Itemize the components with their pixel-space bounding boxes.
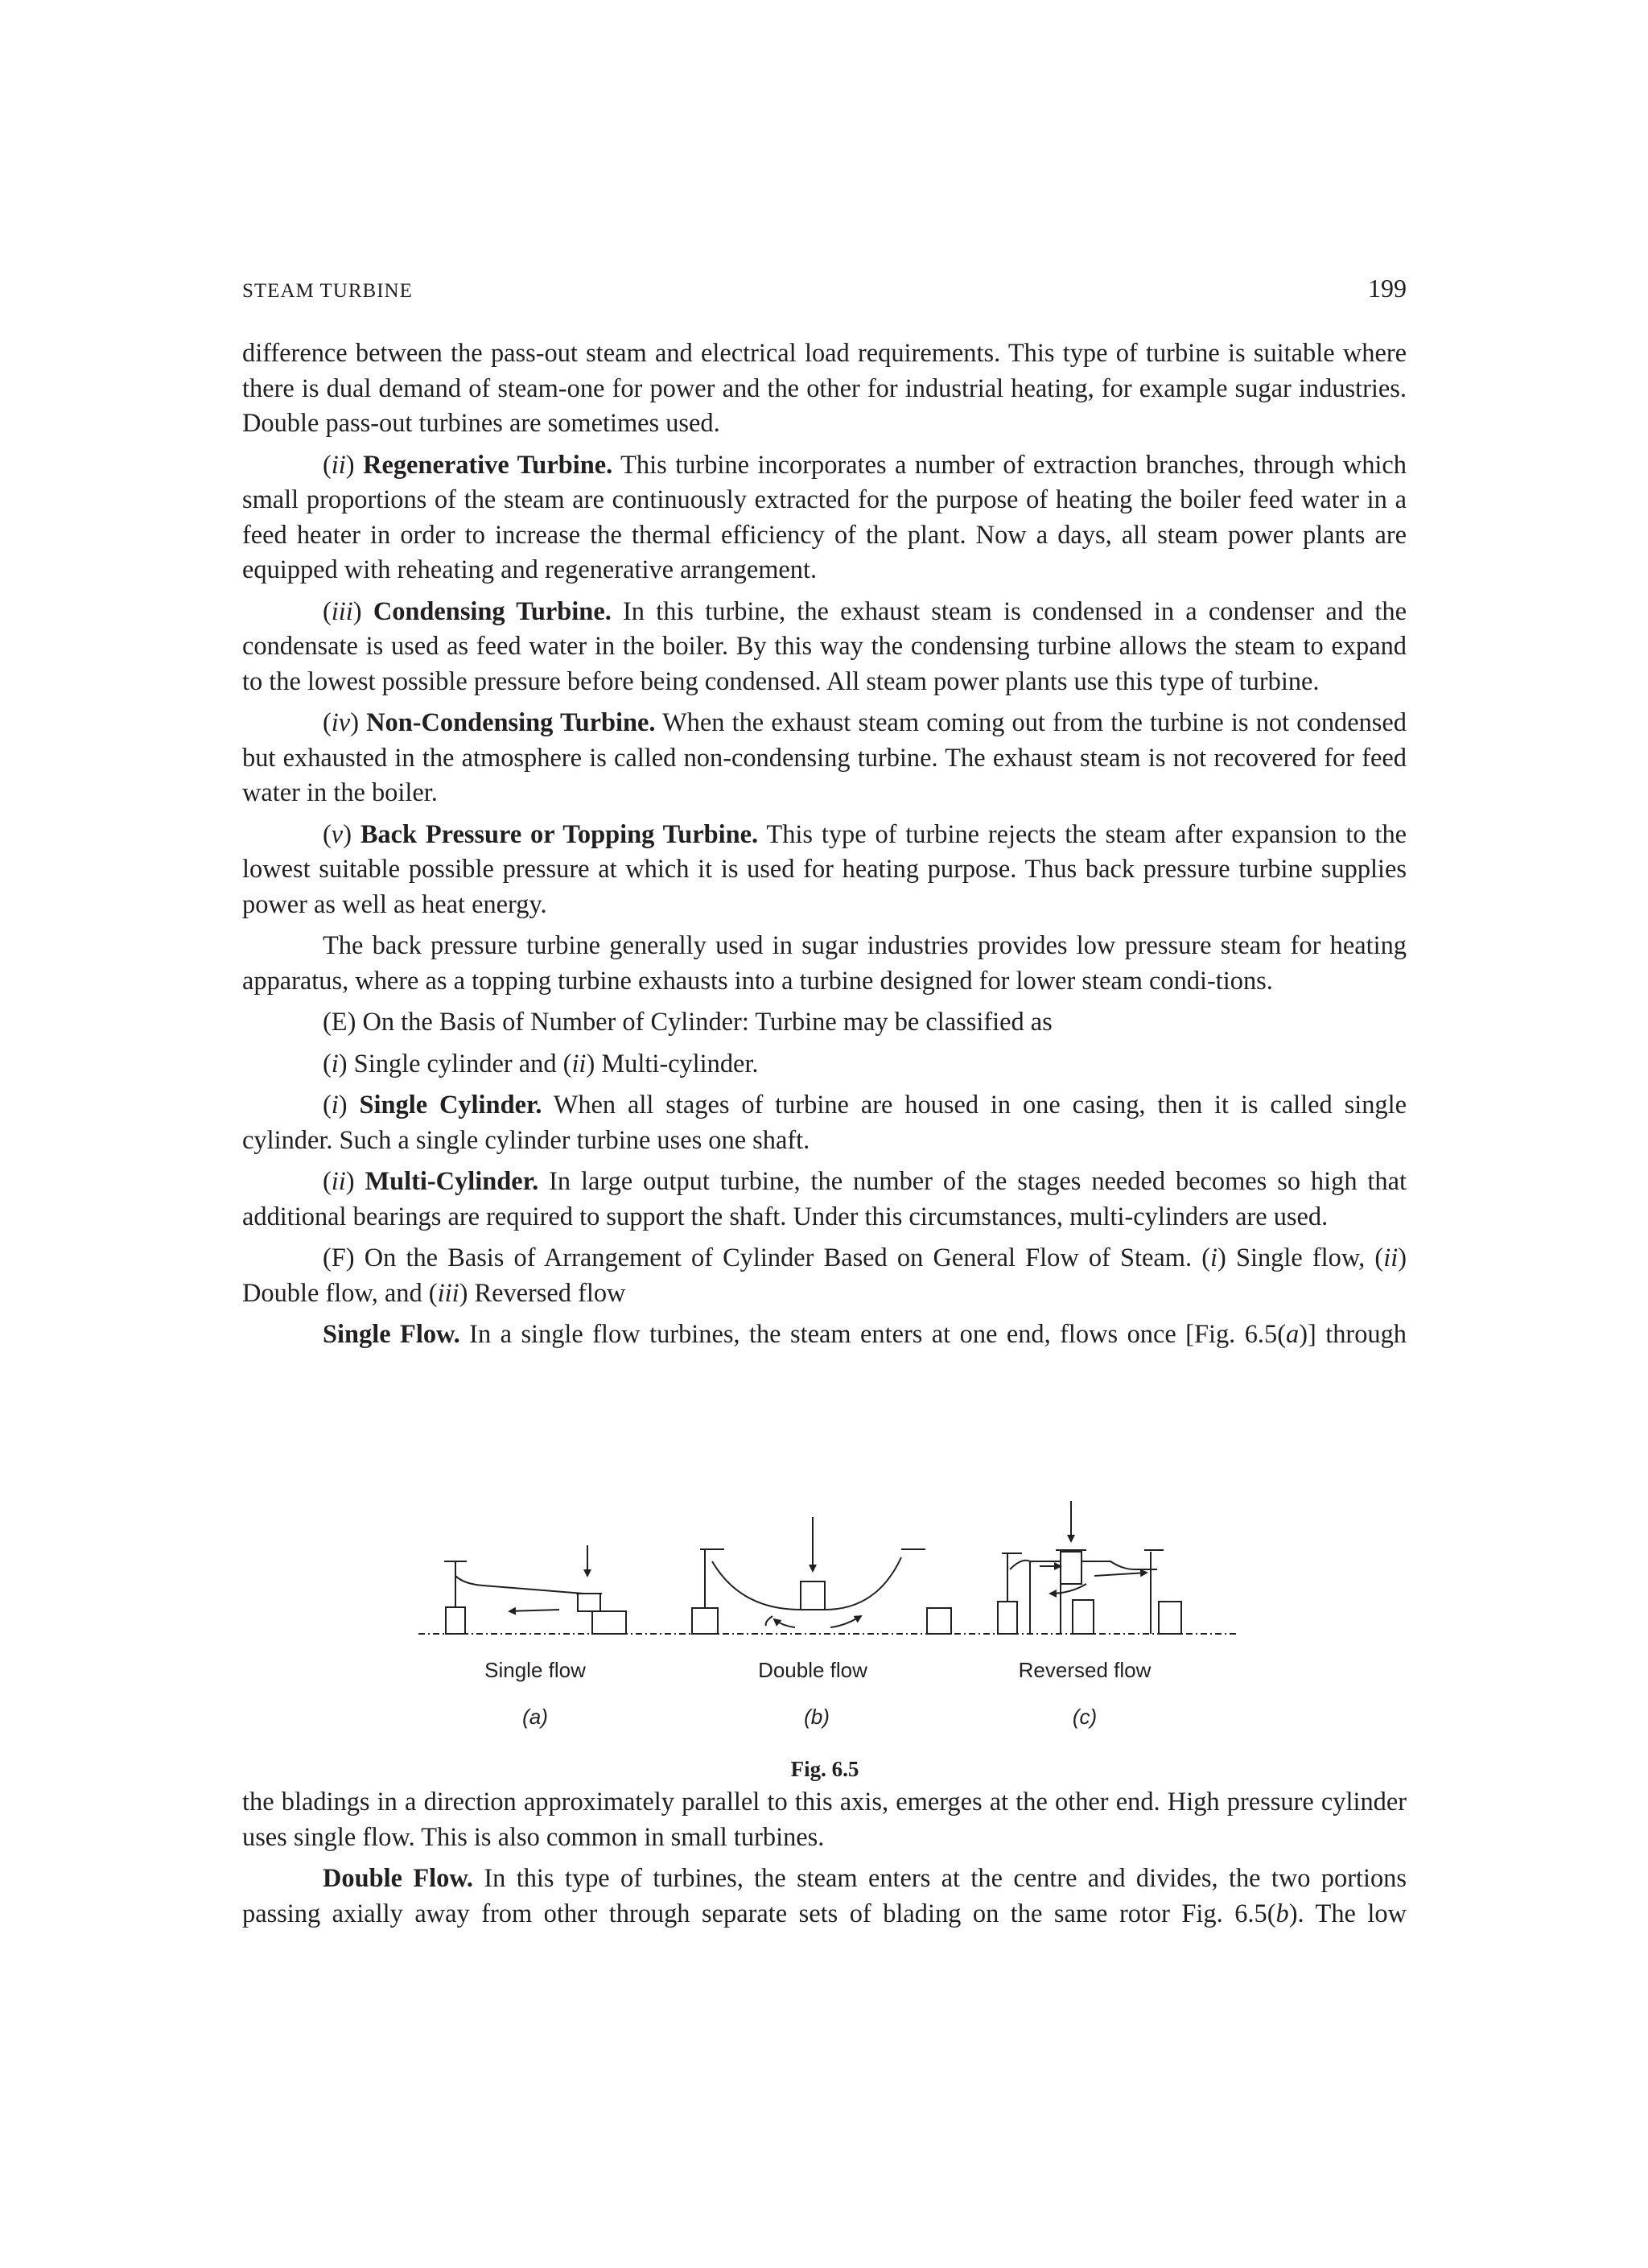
text-run: The back pressure turbine generally used in sugar industries provides low pressure steam for heating apparatus, where as a topping turbine exhausts into a turbine designed for lower steam condi-tions. (242, 931, 1407, 996)
figure-caption: Fig. 6.5 (790, 1757, 859, 1781)
text-run: ) Reversed flow (459, 1278, 626, 1308)
paragraph-single-flow (242, 1318, 1407, 1353)
italic-text: ii (331, 1167, 346, 1196)
figure-6-5 (386, 1481, 1263, 1795)
text-run: This turbine incorporates a number of extraction branches, through which small proportions of the steam are continuously extracted for the purpose of heating the boiler feed water in a feed heater in order to increase the thermal efficiency of the plant. Now a days, all steam power plants are equipped with reheating and regenerative arrangement. (242, 450, 1407, 584)
italic-text: iii (437, 1278, 459, 1308)
paragraph-single-flow-continued (242, 1785, 1407, 1855)
bold-heading: Non-Condensing Turbine. (366, 708, 656, 737)
text-run: ) (343, 819, 360, 849)
italic-text: i (331, 1091, 339, 1120)
reversed-flow-turbine (998, 1501, 1181, 1634)
italic-text: i (1210, 1243, 1218, 1272)
bold-heading: Condensing Turbine. (373, 596, 612, 626)
text-run: ) (338, 1091, 360, 1120)
label-single-flow: Single flow (484, 1658, 586, 1682)
text-run: ) (350, 708, 367, 737)
text-run: ) Single cylinder and ( (338, 1049, 572, 1078)
paragraph-regenerative-turbine (242, 448, 1407, 588)
bold-heading: Regenerative Turbine. (363, 450, 613, 480)
text-run: When all stages of turbine are housed in one casing, then it is called single cylinder. Such a single cylinder turbine uses one shaft. (242, 1091, 1407, 1155)
italic-text: i (331, 1049, 339, 1078)
double-flow-turbine (692, 1517, 951, 1634)
label-double-flow: Double flow (758, 1658, 867, 1682)
text-run: )] through (1299, 1320, 1407, 1349)
bold-heading: Multi-Cylinder. (365, 1167, 539, 1196)
italic-text: ii (1383, 1243, 1399, 1272)
text-run: (F) On the Basis of Arrangement of Cylinder Based on General Flow of Steam. ( (323, 1243, 1211, 1272)
text-run: ). The low (1288, 1899, 1407, 1928)
text-run: difference between the pass-out steam and electrical load requirements. This type of turbine is suitable where there is dual demand of steam-one for power and the other for industrial heating, for example sugar industries. Double pass-out turbines are sometimes used. (242, 339, 1407, 438)
text-run: In a single flow turbines, the steam enters at one end, flows once [Fig. 6.5( (459, 1320, 1286, 1349)
paragraph-condensing-turbine (242, 595, 1407, 700)
bold-heading: Single Cylinder. (359, 1091, 542, 1120)
paragraph-double-flow (242, 1862, 1407, 1932)
text-run: ( (323, 450, 332, 480)
bold-heading: Single Flow. (323, 1320, 460, 1349)
bold-heading: Back Pressure or Topping Turbine. (360, 819, 759, 849)
body-text-top (242, 336, 1407, 1353)
text-run: ( (323, 1091, 332, 1120)
paragraph-back-pressure-usage (242, 929, 1407, 999)
text-run: ( (323, 708, 332, 737)
page-number: 199 (1368, 274, 1407, 303)
text-run: ) Double flow, and ( (242, 1243, 1407, 1308)
bold-heading: Double Flow. (323, 1864, 474, 1893)
text-run: In this type of turbines, the steam enters at the centre and divides, the two portions passing axially away from other through separate sets of blading on the same rotor Fig. 6.5( (242, 1864, 1407, 1928)
italic-text: iii (331, 596, 353, 626)
text-run: In large output turbine, the number of the stages needed becomes so high that additional bearings are required to support the shaft. Under this circumstances, multi-cylinders are used. (242, 1167, 1407, 1231)
sublabel-a: (a) (522, 1705, 548, 1729)
text-run: ( (323, 819, 332, 849)
text-run: ) (352, 596, 373, 626)
italic-text: a (1286, 1320, 1300, 1349)
text-run: ( (323, 596, 332, 626)
text-run: ) (345, 450, 364, 480)
label-reversed-flow: Reversed flow (1018, 1658, 1152, 1682)
italic-text: b (1275, 1899, 1289, 1928)
text-run: In this turbine, the exhaust steam is condensed in a condenser and the condensate is used as feed water in the boiler. By this way the condensing turbine allows the steam to expand to the lowest possible pressure before being condensed. All steam power plants use this type of turbine. (242, 596, 1407, 696)
text-run: ) (345, 1167, 365, 1196)
page-header (242, 274, 1407, 306)
text-run: ( (323, 1167, 332, 1196)
text-run: ( (323, 1049, 332, 1078)
italic-text: ii (331, 450, 346, 480)
paragraph-classification-f (242, 1241, 1407, 1311)
text-run: When the exhaust steam coming out from the turbine is not condensed but exhausted in the atmosphere is called non-condensing turbine. The exhaust steam is not recovered for feed water in the boiler. (242, 708, 1407, 807)
italic-text: ii (571, 1049, 587, 1078)
text-run: This type of turbine rejects the steam after expansion to the lowest suitable possible pressure at which it is used for heating purpose. Thus back pressure turbine supplies power as well as heat energy. (242, 819, 1407, 919)
paragraph-cylinder-types (242, 1047, 1407, 1082)
sublabel-c: (c) (1072, 1705, 1098, 1729)
text-run: the bladings in a direction approximately parallel to this axis, emerges at the other end. High pressure cylinder uses single flow. This is also common in small turbines. (242, 1788, 1407, 1852)
sublabel-b: (b) (804, 1705, 830, 1729)
paragraph-single-cylinder (242, 1088, 1407, 1158)
single-flow-turbine (444, 1545, 626, 1634)
paragraph-multi-cylinder (242, 1165, 1407, 1235)
text-run: ) Multi-cylinder. (586, 1049, 759, 1078)
italic-text: v (331, 819, 344, 849)
paragraph-classification-e (242, 1005, 1407, 1041)
text-run: ) Single flow, ( (1217, 1243, 1384, 1272)
paragraph-back-pressure-turbine (242, 818, 1407, 923)
running-head: STEAM TURBINE (242, 280, 413, 302)
text-run: (E) On the Basis of Number of Cylinder: Turbine may be classified as (323, 1008, 1053, 1037)
paragraph-continuation (242, 336, 1407, 442)
italic-text: iv (331, 708, 351, 737)
paragraph-non-condensing-turbine (242, 706, 1407, 811)
body-text-bottom (242, 1785, 1407, 1932)
